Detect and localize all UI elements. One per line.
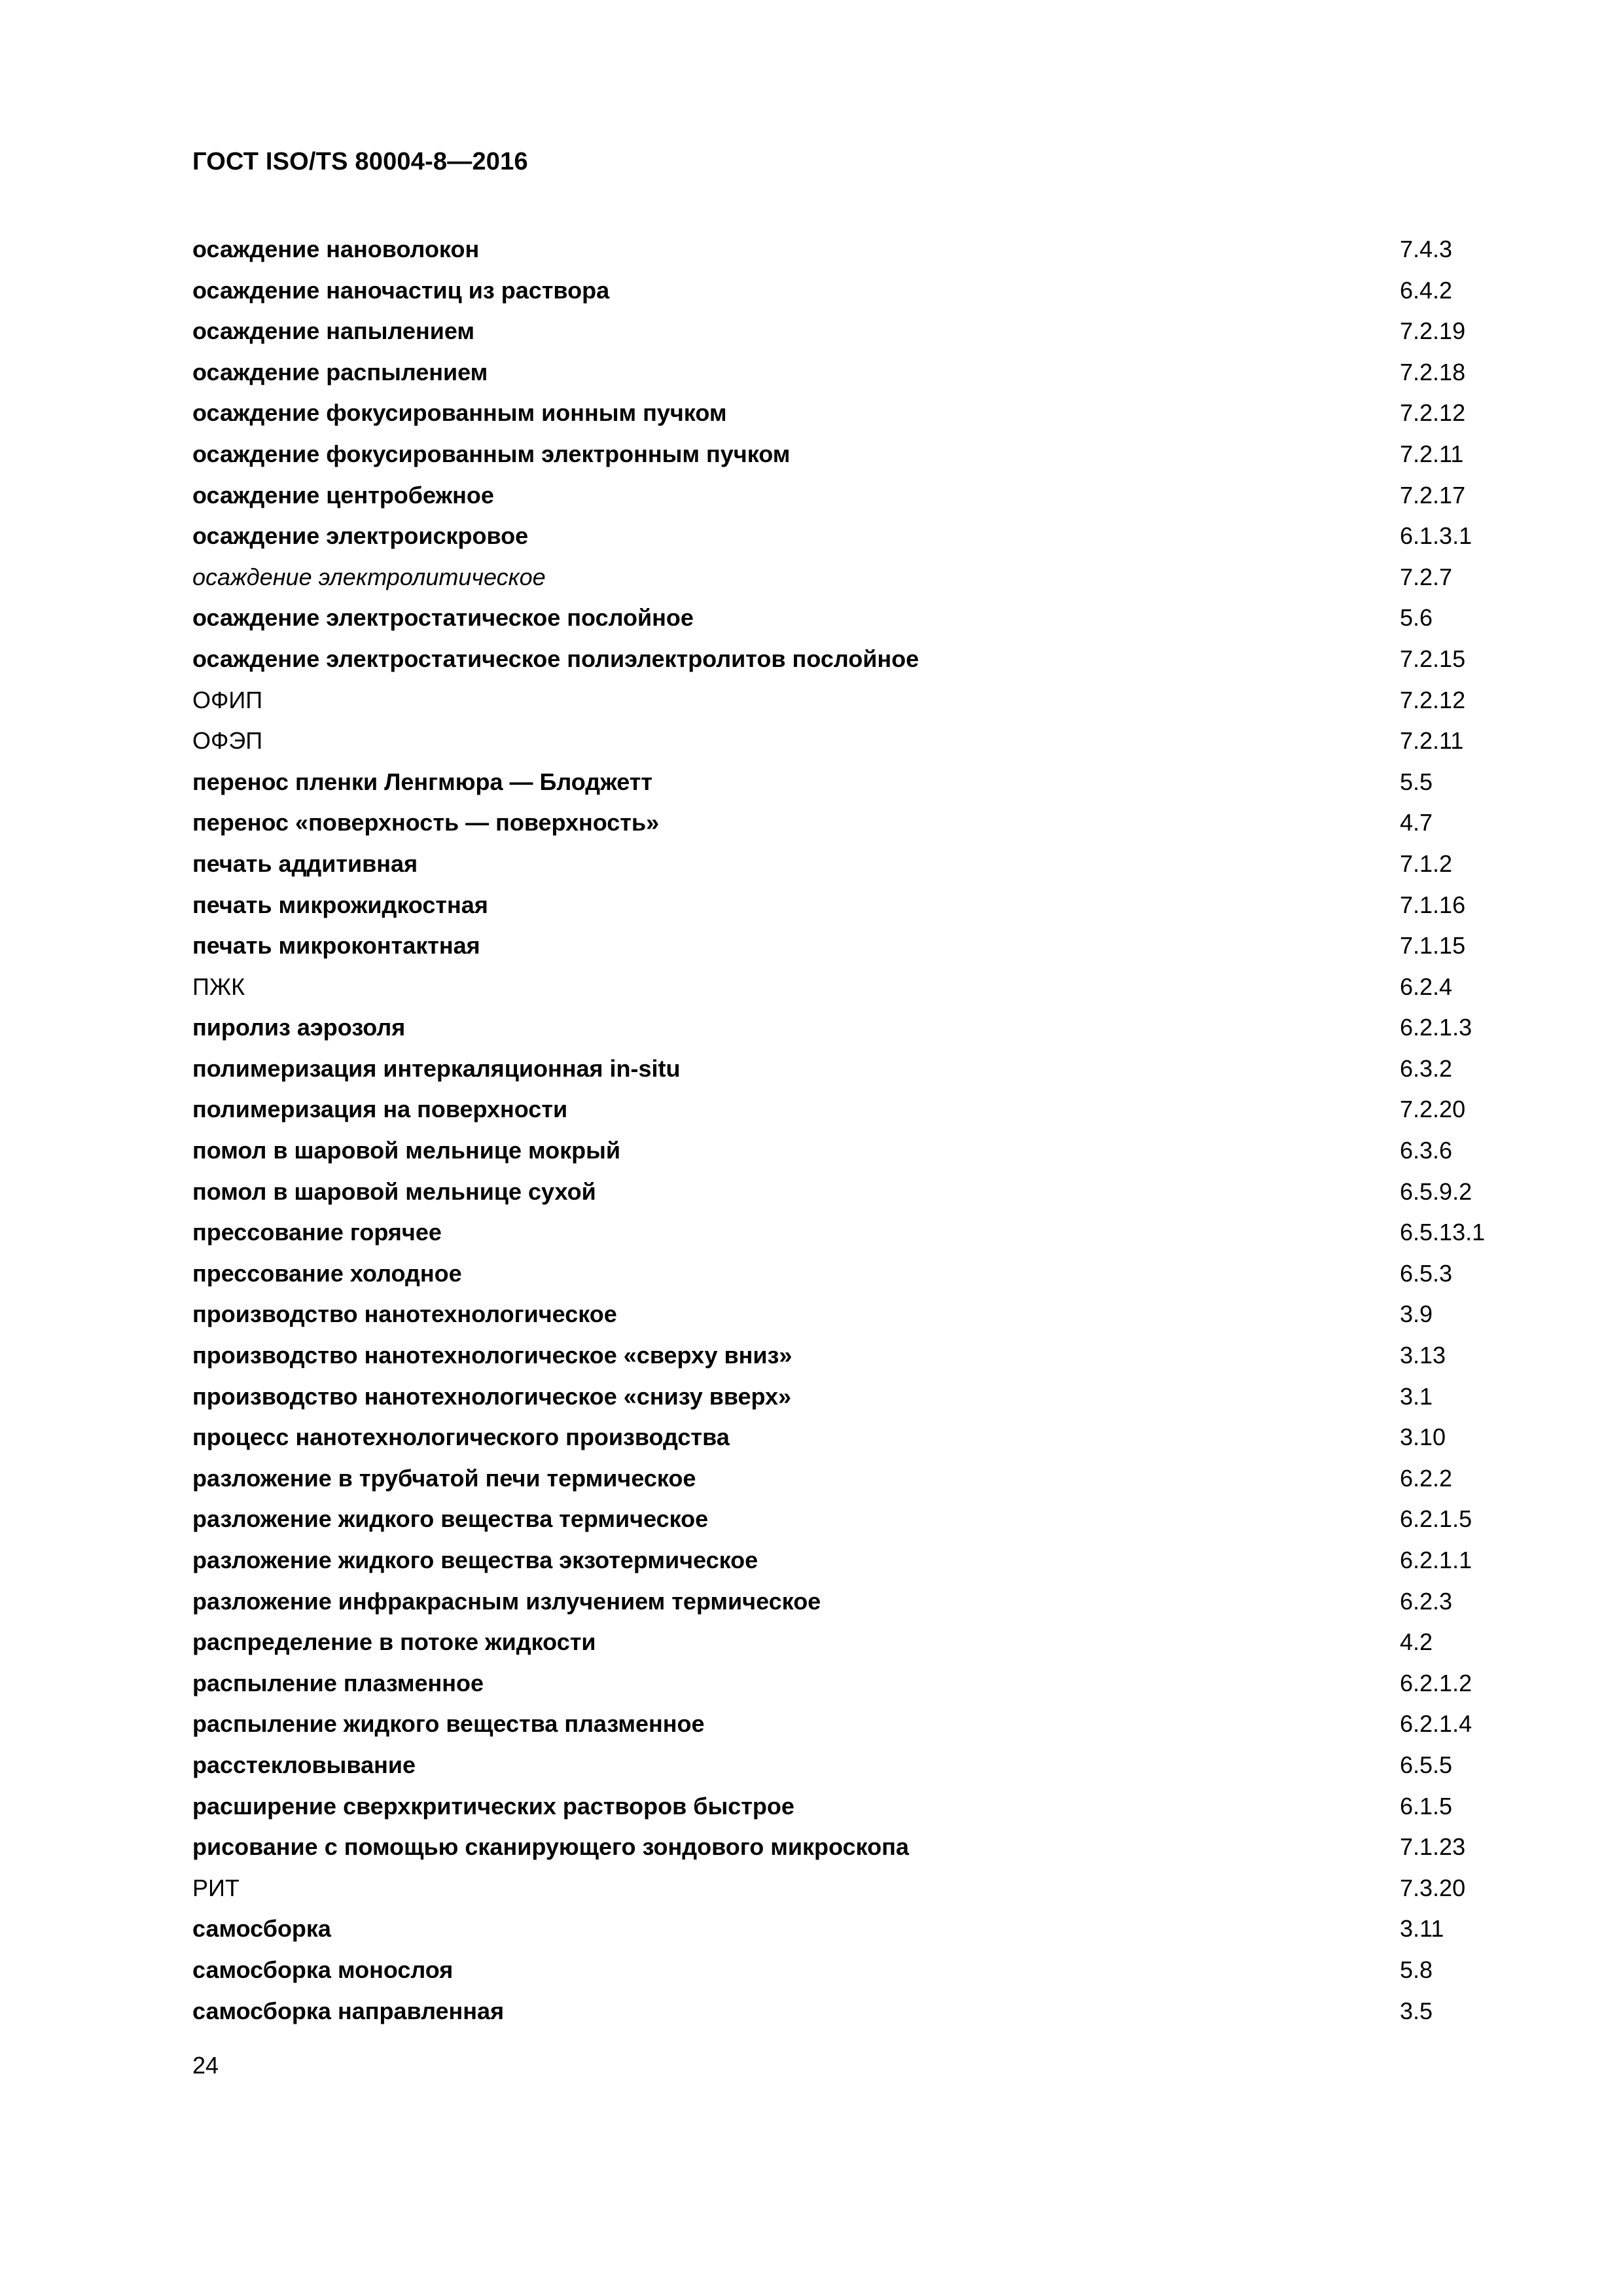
index-reference: 7.4.3 xyxy=(1400,236,1453,262)
index-reference: 3.9 xyxy=(1400,1300,1433,1328)
index-reference: 6.4.2 xyxy=(1400,276,1453,304)
index-entry xyxy=(192,1261,1527,1302)
index-entry xyxy=(192,359,1527,401)
index-reference: 7.2.12 xyxy=(1400,399,1466,427)
index-reference: 7.1.15 xyxy=(1400,932,1466,960)
index-term: печать микроконтактная xyxy=(192,932,480,960)
index-reference: 7.3.20 xyxy=(1400,1874,1466,1901)
index-entry xyxy=(192,564,1527,605)
index-reference: 7.2.15 xyxy=(1400,645,1466,672)
index-entry xyxy=(192,933,1527,974)
index-term: осаждение электроискровое xyxy=(192,522,529,550)
index-entry xyxy=(192,1670,1527,1712)
index-reference: 7.1.23 xyxy=(1400,1833,1466,1861)
index-reference: 6.3.2 xyxy=(1400,1054,1453,1082)
index-term: распределение в потоке жидкости xyxy=(192,1628,596,1656)
index-entry xyxy=(192,1875,1527,1916)
index-entry xyxy=(192,236,1527,278)
index-entry xyxy=(192,769,1527,810)
index-entry xyxy=(192,523,1527,564)
index-entry xyxy=(192,1588,1527,1630)
index-term: прессование горячее xyxy=(192,1219,442,1246)
alphabetical-index-list xyxy=(192,236,1527,2039)
index-term: самосборка xyxy=(192,1915,331,1943)
index-reference: 7.2.20 xyxy=(1400,1096,1466,1123)
index-reference: 7.1.2 xyxy=(1400,850,1453,877)
index-entry xyxy=(192,687,1527,728)
index-reference: 7.2.17 xyxy=(1400,481,1466,509)
index-term: ОФЭП xyxy=(192,727,263,755)
index-reference: 7.2.18 xyxy=(1400,358,1466,386)
index-reference: 5.8 xyxy=(1400,1956,1433,1983)
index-reference: 6.2.1.3 xyxy=(1400,1014,1472,1041)
index-entry xyxy=(192,1219,1527,1261)
index-reference: 6.1.3.1 xyxy=(1400,522,1472,550)
index-entry xyxy=(192,1465,1527,1507)
index-reference: 3.11 xyxy=(1400,1915,1444,1943)
index-entry xyxy=(192,1547,1527,1588)
index-term: осаждение электростатическое полиэлектролитов послойное xyxy=(192,645,919,672)
index-term: осаждение фокусированным ионным пучком xyxy=(192,399,727,427)
index-entry xyxy=(192,1342,1527,1384)
index-entry xyxy=(192,810,1527,851)
index-term: разложение жидкого вещества термическое xyxy=(192,1505,709,1533)
index-reference: 6.2.1.4 xyxy=(1400,1710,1472,1738)
index-reference: 6.5.3 xyxy=(1400,1259,1453,1287)
index-term: РИТ xyxy=(192,1874,240,1901)
index-term: осаждение напылением xyxy=(192,317,475,345)
index-entry xyxy=(192,1752,1527,1793)
index-term: распыление жидкого вещества плазменное xyxy=(192,1710,705,1738)
index-reference: 5.6 xyxy=(1400,604,1433,632)
index-term: полимеризация интеркаляционная in-situ xyxy=(192,1054,681,1082)
index-term: перенос пленки Ленгмюра — Блоджетт xyxy=(192,768,653,795)
index-entry xyxy=(192,278,1527,319)
index-entry xyxy=(192,1096,1527,1138)
index-term: распыление плазменное xyxy=(192,1669,484,1696)
index-reference: 6.5.9.2 xyxy=(1400,1177,1472,1205)
index-reference: 6.3.6 xyxy=(1400,1137,1453,1164)
index-reference: 4.2 xyxy=(1400,1628,1433,1656)
index-entry xyxy=(192,1629,1527,1670)
index-entry xyxy=(192,1014,1527,1056)
index-reference: 6.5.5 xyxy=(1400,1751,1453,1778)
index-entry xyxy=(192,1384,1527,1425)
index-reference: 6.2.1.1 xyxy=(1400,1547,1472,1573)
index-reference: 6.5.13.1 xyxy=(1400,1219,1486,1246)
index-term: производство нанотехнологическое «снизу вверх» xyxy=(192,1382,792,1410)
index-term: осаждение электростатическое послойное xyxy=(192,604,694,632)
index-entry xyxy=(192,1179,1527,1220)
index-reference: 5.5 xyxy=(1400,768,1433,795)
index-entry xyxy=(192,605,1527,646)
index-term: полимеризация на поверхности xyxy=(192,1096,568,1123)
index-term: осаждение центробежное xyxy=(192,481,494,509)
index-entry xyxy=(192,1056,1527,1097)
index-reference: 7.1.16 xyxy=(1400,891,1466,918)
index-entry xyxy=(192,1506,1527,1547)
index-term: помол в шаровой мельнице сухой xyxy=(192,1177,596,1205)
index-entry xyxy=(192,851,1527,892)
index-term: ПЖК xyxy=(192,973,245,1000)
index-reference: 6.2.1.2 xyxy=(1400,1669,1472,1696)
index-entry xyxy=(192,646,1527,687)
index-entry xyxy=(192,1998,1527,2039)
index-reference: 6.2.3 xyxy=(1400,1587,1453,1615)
index-term: осаждение распылением xyxy=(192,358,488,386)
index-reference: 3.10 xyxy=(1400,1424,1446,1451)
index-term: производство нанотехнологическое xyxy=(192,1300,617,1328)
index-reference: 7.2.11 xyxy=(1400,727,1464,755)
index-reference: 6.2.4 xyxy=(1400,973,1453,1000)
index-entry xyxy=(192,318,1527,359)
index-reference: 3.5 xyxy=(1400,1997,1433,2024)
index-entry xyxy=(192,974,1527,1015)
index-term: расширение сверхкритических растворов быстрое xyxy=(192,1792,794,1820)
index-term: прессование холодное xyxy=(192,1259,462,1287)
index-reference: 7.2.11 xyxy=(1400,440,1464,467)
index-term: печать аддитивная xyxy=(192,850,418,877)
index-entry xyxy=(192,1957,1527,1998)
index-term: разложение инфракрасным излучением термическое xyxy=(192,1587,821,1615)
index-term: осаждение электролитическое xyxy=(192,563,546,590)
index-reference: 6.1.5 xyxy=(1400,1792,1453,1820)
index-entry xyxy=(192,1793,1527,1835)
index-reference: 3.1 xyxy=(1400,1382,1433,1410)
index-entry xyxy=(192,1301,1527,1342)
index-reference: 6.2.1.5 xyxy=(1400,1505,1472,1533)
index-entry xyxy=(192,728,1527,769)
index-reference: 7.2.7 xyxy=(1400,563,1453,590)
index-entry xyxy=(192,441,1527,482)
index-entry xyxy=(192,1138,1527,1179)
index-term: осаждение фокусированным электронным пучком xyxy=(192,440,791,467)
index-term: помол в шаровой мельнице мокрый xyxy=(192,1137,621,1164)
index-entry xyxy=(192,1834,1527,1875)
index-entry xyxy=(192,1711,1527,1752)
index-term: пиролиз аэрозоля xyxy=(192,1014,406,1041)
index-term: осаждение наночастиц из раствора xyxy=(192,276,610,304)
index-reference: 7.2.19 xyxy=(1400,317,1466,345)
index-entry xyxy=(192,400,1527,441)
index-term: разложение в трубчатой печи термическое xyxy=(192,1464,696,1492)
index-term: самосборка монослоя xyxy=(192,1956,454,1983)
index-term: ОФИП xyxy=(192,686,263,713)
index-reference: 6.2.2 xyxy=(1400,1464,1453,1492)
index-entry xyxy=(192,482,1527,524)
index-term: осаждение нановолокон xyxy=(192,236,480,262)
index-term: печать микрожидкостная xyxy=(192,891,488,918)
index-term: разложение жидкого вещества экзотермическое xyxy=(192,1547,758,1573)
index-reference: 3.13 xyxy=(1400,1342,1446,1369)
index-entry xyxy=(192,892,1527,933)
index-term: перенос «поверхность — поверхность» xyxy=(192,809,660,836)
index-term: рисование с помощью сканирующего зондового микроскопа xyxy=(192,1833,909,1861)
index-entry xyxy=(192,1424,1527,1465)
index-term: процесс нанотехнологического производства xyxy=(192,1424,730,1451)
index-term: производство нанотехнологическое «сверху вниз» xyxy=(192,1342,793,1369)
index-entry xyxy=(192,1916,1527,1957)
document-header: ГОСТ ISO/TS 80004-8—2016 xyxy=(192,148,528,175)
page-number: 24 xyxy=(192,2052,219,2079)
index-reference: 4.7 xyxy=(1400,809,1433,836)
index-term: расстекловывание xyxy=(192,1751,416,1778)
index-reference: 7.2.12 xyxy=(1400,686,1466,713)
index-term: самосборка направленная xyxy=(192,1997,505,2024)
